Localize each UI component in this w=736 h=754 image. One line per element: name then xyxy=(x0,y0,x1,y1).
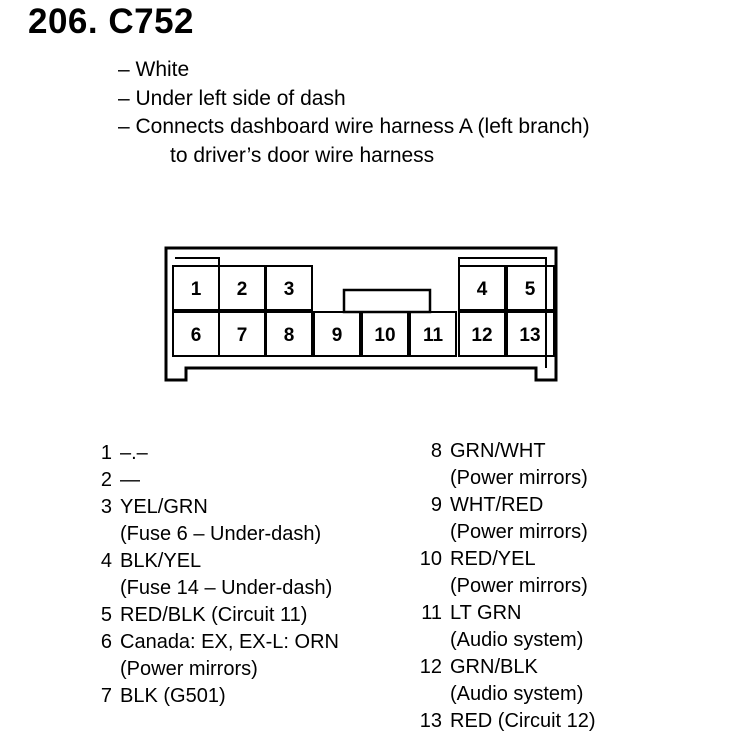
pin-entry-text xyxy=(450,654,583,708)
pin-number-3: 3 xyxy=(283,279,295,300)
pin-entry-number: 12 xyxy=(419,656,442,678)
pin-entry xyxy=(80,683,339,710)
pin-entry xyxy=(400,600,596,654)
pin-circuit-note: (Fuse 6 – Under-dash) xyxy=(120,523,322,545)
pin-number-12: 12 xyxy=(471,325,493,346)
pin-wire-color: –.– xyxy=(120,442,148,464)
pin-list-left xyxy=(80,440,339,710)
pin-circuit-note: (Audio system) xyxy=(450,629,584,651)
pin-entry-text xyxy=(450,708,596,735)
pin-wire-color: GRN/WHT xyxy=(450,440,546,462)
pin-wire-color: YEL/GRN xyxy=(120,496,208,518)
pin-circuit-note: (Audio system) xyxy=(450,683,584,705)
pin-number-1: 1 xyxy=(190,279,202,300)
description-color: – White xyxy=(118,58,190,81)
pin-entry xyxy=(80,467,339,494)
pin-entry xyxy=(400,492,596,546)
pin-entry-number: 13 xyxy=(419,710,442,732)
pin-entry xyxy=(80,548,339,602)
pin-entry-number: 7 xyxy=(100,685,112,707)
pin-entry-text xyxy=(450,546,588,600)
pin-entry xyxy=(80,440,339,467)
pin-wire-color: — xyxy=(120,469,140,491)
pin-entry xyxy=(400,546,596,600)
pin-entry xyxy=(80,494,339,548)
pin-entry xyxy=(400,654,596,708)
pin-number-5: 5 xyxy=(524,279,536,300)
pin-entry-text xyxy=(450,600,583,654)
pin-wire-color: RED (Circuit 12) xyxy=(450,710,596,732)
pin-wire-color: WHT/RED xyxy=(450,494,544,516)
pin-entry-number: 1 xyxy=(100,442,112,464)
pin-number-9: 9 xyxy=(331,325,343,346)
pin-entry-text xyxy=(120,440,148,467)
pin-entry-text xyxy=(450,438,588,492)
pin-entry-number: 3 xyxy=(100,496,112,518)
pin-number-6: 6 xyxy=(190,325,202,346)
pin-entry-text xyxy=(120,548,332,602)
pin-number-8: 8 xyxy=(283,325,295,346)
description-connects: – Connects dashboard wire harness A (left branch) xyxy=(118,115,590,138)
connector-title: 206. C752 xyxy=(28,2,195,41)
pin-entry xyxy=(80,602,339,629)
pin-entry-number: 9 xyxy=(430,494,442,516)
pin-circuit-note: (Power mirrors) xyxy=(450,467,588,489)
pin-wire-color: RED/YEL xyxy=(450,548,536,570)
pin-list-right xyxy=(400,438,596,735)
pin-entry xyxy=(400,438,596,492)
pin-wire-color: BLK (G501) xyxy=(120,685,226,707)
pin-entry-text xyxy=(120,494,321,548)
pin-wire-color: RED/BLK (Circuit 11) xyxy=(120,604,308,626)
pin-number-7: 7 xyxy=(236,325,248,346)
pin-entry-text xyxy=(120,683,226,710)
description-location: – Under left side of dash xyxy=(118,86,346,110)
pin-entry-text xyxy=(120,602,307,629)
description-connects-cont: to driver’s door wire harness xyxy=(170,143,435,167)
pin-wire-color: GRN/BLK xyxy=(450,656,538,678)
pin-wire-color: BLK/YEL xyxy=(120,550,202,572)
pin-entry-text xyxy=(120,629,339,683)
pin-entry-number: 6 xyxy=(100,631,112,653)
pin-number-11: 11 xyxy=(422,325,444,346)
pin-number-10: 10 xyxy=(374,325,396,346)
pin-entry-number: 10 xyxy=(419,548,442,570)
pin-entry xyxy=(80,629,339,683)
pin-number-13: 13 xyxy=(519,325,541,346)
pin-circuit-note: (Power mirrors) xyxy=(120,658,258,680)
pin-circuit-note: (Power mirrors) xyxy=(450,575,588,597)
locking-tab xyxy=(344,290,430,312)
pin-entry-number: 2 xyxy=(100,469,112,491)
pin-number-4: 4 xyxy=(476,279,488,300)
pin-wire-color: Canada: EX, EX-L: ORN xyxy=(120,631,339,653)
pin-number-2: 2 xyxy=(236,279,248,300)
pin-wire-color: LT GRN xyxy=(450,602,522,624)
pin-entry-number: 5 xyxy=(100,604,112,626)
pin-entry xyxy=(400,708,596,735)
pin-entry-number: 11 xyxy=(421,602,442,624)
pin-entry-text xyxy=(120,467,140,494)
pin-entry-number: 8 xyxy=(430,440,442,462)
pin-entry-text xyxy=(450,492,588,546)
pin-circuit-note: (Power mirrors) xyxy=(450,521,588,543)
pin-circuit-note: (Fuse 14 – Under-dash) xyxy=(120,577,333,599)
pin-entry-number: 4 xyxy=(100,550,112,572)
